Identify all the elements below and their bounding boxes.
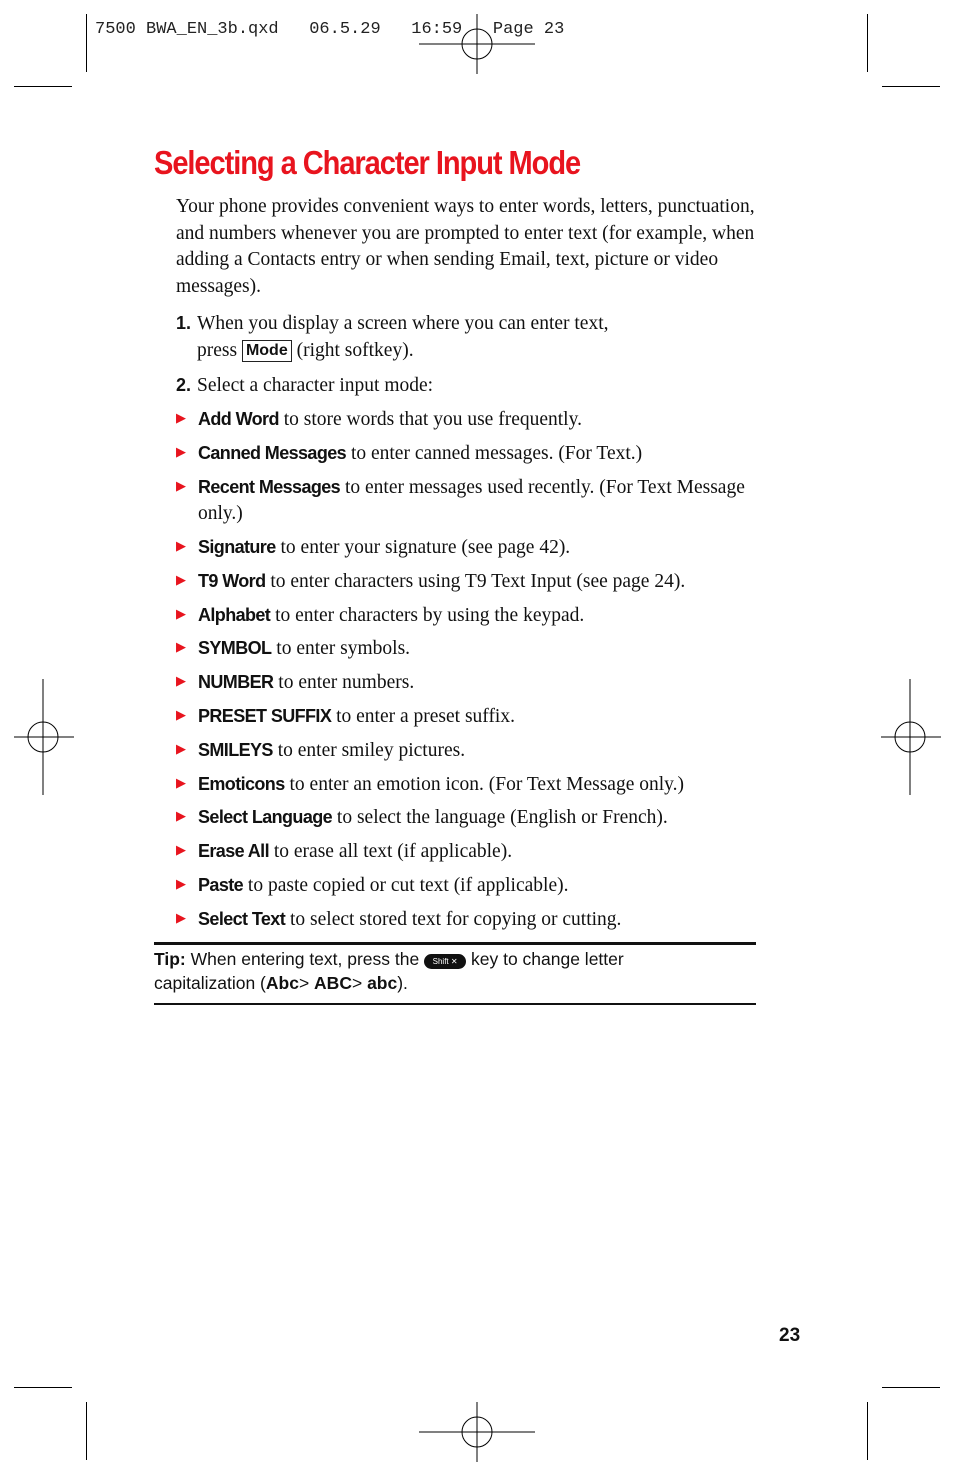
- step-text-post: (right softkey).: [296, 340, 414, 361]
- option-term: PRESET SUFFIX: [198, 706, 332, 726]
- option-description: to enter characters using T9 Text Input (see page 24).: [270, 571, 686, 592]
- tip-mode-abc-lower: abc: [367, 973, 398, 993]
- step-key-line: press Mode (right softkey).: [197, 340, 414, 361]
- option-body: [198, 474, 761, 527]
- input-mode-option: [176, 906, 761, 933]
- input-mode-option: [176, 440, 761, 467]
- tip-label: Tip:: [154, 949, 186, 969]
- option-description: to enter messages used recently. (For Text Message only.): [198, 477, 745, 524]
- crop-mark: [86, 1402, 87, 1460]
- crop-mark: [14, 86, 72, 87]
- tip-separator: >: [351, 973, 363, 993]
- input-mode-option: [176, 474, 761, 527]
- input-mode-option: [176, 872, 761, 899]
- option-term: NUMBER: [198, 672, 274, 692]
- bullet-arrow-icon: ▶: [176, 708, 186, 723]
- option-term: SMILEYS: [198, 740, 273, 760]
- option-term: Erase All: [198, 841, 269, 861]
- tip-text-post: key to change letter capitalization (: [154, 949, 624, 993]
- option-description: to select the language (English or French).: [336, 807, 668, 828]
- crop-mark: [867, 1402, 868, 1460]
- step-text: Select a character input mode:: [197, 375, 434, 396]
- option-body: [198, 669, 761, 696]
- input-mode-option: [176, 534, 761, 561]
- bullet-arrow-icon: ▶: [176, 539, 186, 554]
- input-mode-option: [176, 568, 761, 595]
- registration-mark-bottom: [419, 1402, 535, 1462]
- bullet-arrow-icon: ▶: [176, 607, 186, 622]
- option-body: [198, 635, 761, 662]
- registration-mark-top: [419, 14, 535, 74]
- option-body: [198, 568, 761, 595]
- crop-mark: [867, 14, 868, 72]
- registration-mark-left: [14, 679, 74, 795]
- option-description: to enter canned messages. (For Text.): [350, 443, 643, 464]
- bullet-arrow-icon: ▶: [176, 877, 186, 892]
- crop-mark: [14, 1387, 72, 1388]
- option-description: to store words that you use frequently.: [283, 409, 582, 430]
- option-body: [198, 804, 761, 831]
- option-description: to enter numbers.: [278, 672, 415, 693]
- page-title: Selecting a Character Input Mode: [154, 144, 581, 181]
- step-item-line2: [176, 337, 761, 364]
- option-term: Paste: [198, 875, 244, 895]
- input-mode-option: [176, 635, 761, 662]
- option-body: [198, 737, 761, 764]
- mode-softkey: Mode: [242, 340, 292, 362]
- input-mode-option: [176, 771, 761, 798]
- tip-mode-abc-upper: ABC: [314, 973, 352, 993]
- option-description: to enter smiley pictures.: [277, 740, 466, 761]
- bullet-arrow-icon: ▶: [176, 911, 186, 926]
- option-term: Signature: [198, 537, 276, 557]
- option-term: Select Language: [198, 807, 333, 827]
- option-body: [198, 406, 761, 433]
- tip-rule-bottom: [154, 1003, 756, 1005]
- step-number: 2.: [176, 375, 192, 395]
- option-description: to paste copied or cut text (if applicable).: [247, 875, 569, 896]
- option-body: [198, 872, 761, 899]
- tip-text-end: ).: [397, 973, 408, 993]
- crop-mark: [882, 86, 940, 87]
- shift-key-icon: Shift ✕: [424, 954, 466, 969]
- option-term: Recent Messages: [198, 477, 341, 497]
- option-description: to enter symbols.: [276, 638, 411, 659]
- bullet-arrow-icon: ▶: [176, 479, 186, 494]
- input-mode-option: [176, 602, 761, 629]
- option-description: to enter characters by using the keypad.: [275, 605, 585, 626]
- input-mode-option: [176, 406, 761, 433]
- bullet-arrow-icon: ▶: [176, 445, 186, 460]
- option-description: to enter an emotion icon. (For Text Message only.): [289, 774, 685, 795]
- input-mode-option: [176, 669, 761, 696]
- intro-paragraph: Your phone provides convenient ways to enter words, letters, punctuation, and numbers whenever you are prompted to enter text (for example, when adding a Contacts entry or when sending Email, text, picture or video messages).: [176, 196, 755, 298]
- option-term: SYMBOL: [198, 638, 272, 658]
- option-term: T9 Word: [198, 571, 266, 591]
- option-body: [198, 440, 761, 467]
- input-mode-option: [176, 703, 761, 730]
- step-number: 1.: [176, 313, 192, 333]
- input-mode-option: [176, 804, 761, 831]
- bullet-arrow-icon: ▶: [176, 640, 186, 655]
- option-body: [198, 602, 761, 629]
- input-mode-option: [176, 737, 761, 764]
- option-description: to select stored text for copying or cutting.: [289, 909, 622, 930]
- bullet-arrow-icon: ▶: [176, 742, 186, 757]
- input-mode-option: [176, 838, 761, 865]
- bullet-arrow-icon: ▶: [176, 411, 186, 426]
- tip-box: [154, 947, 714, 995]
- crop-mark: [882, 1387, 940, 1388]
- option-body: [198, 838, 761, 865]
- option-description: to enter a preset suffix.: [336, 706, 515, 727]
- bullet-arrow-icon: ▶: [176, 809, 186, 824]
- tip-separator: >: [298, 973, 310, 993]
- page-number: 23: [779, 1325, 801, 1346]
- tip-text-pre: When entering text, press the: [190, 949, 420, 969]
- option-description: to enter your signature (see page 42).: [280, 537, 571, 558]
- option-term: Emoticons: [198, 774, 285, 794]
- option-term: Canned Messages: [198, 443, 347, 463]
- option-term: Alphabet: [198, 605, 271, 625]
- tip-mode-abc-title: Abc: [265, 973, 299, 993]
- bullet-arrow-icon: ▶: [176, 843, 186, 858]
- bullet-arrow-icon: ▶: [176, 573, 186, 588]
- option-term: Select Text: [198, 909, 286, 929]
- option-term: Add Word: [198, 409, 279, 429]
- step-item: [176, 372, 761, 399]
- option-body: [198, 771, 761, 798]
- tip-rule-top: [154, 942, 756, 945]
- step-text-pre: When you display a screen where you can enter text,: [197, 313, 609, 334]
- printer-slug: 7500 BWA_EN_3b.qxd 06.5.29 16:59 Page 23: [95, 20, 565, 39]
- option-description: to erase all text (if applicable).: [273, 841, 513, 862]
- option-body: [198, 906, 761, 933]
- option-body: [198, 534, 761, 561]
- registration-mark-right: [881, 679, 941, 795]
- bullet-arrow-icon: ▶: [176, 776, 186, 791]
- bullet-arrow-icon: ▶: [176, 674, 186, 689]
- crop-mark: [86, 14, 87, 72]
- option-body: [198, 703, 761, 730]
